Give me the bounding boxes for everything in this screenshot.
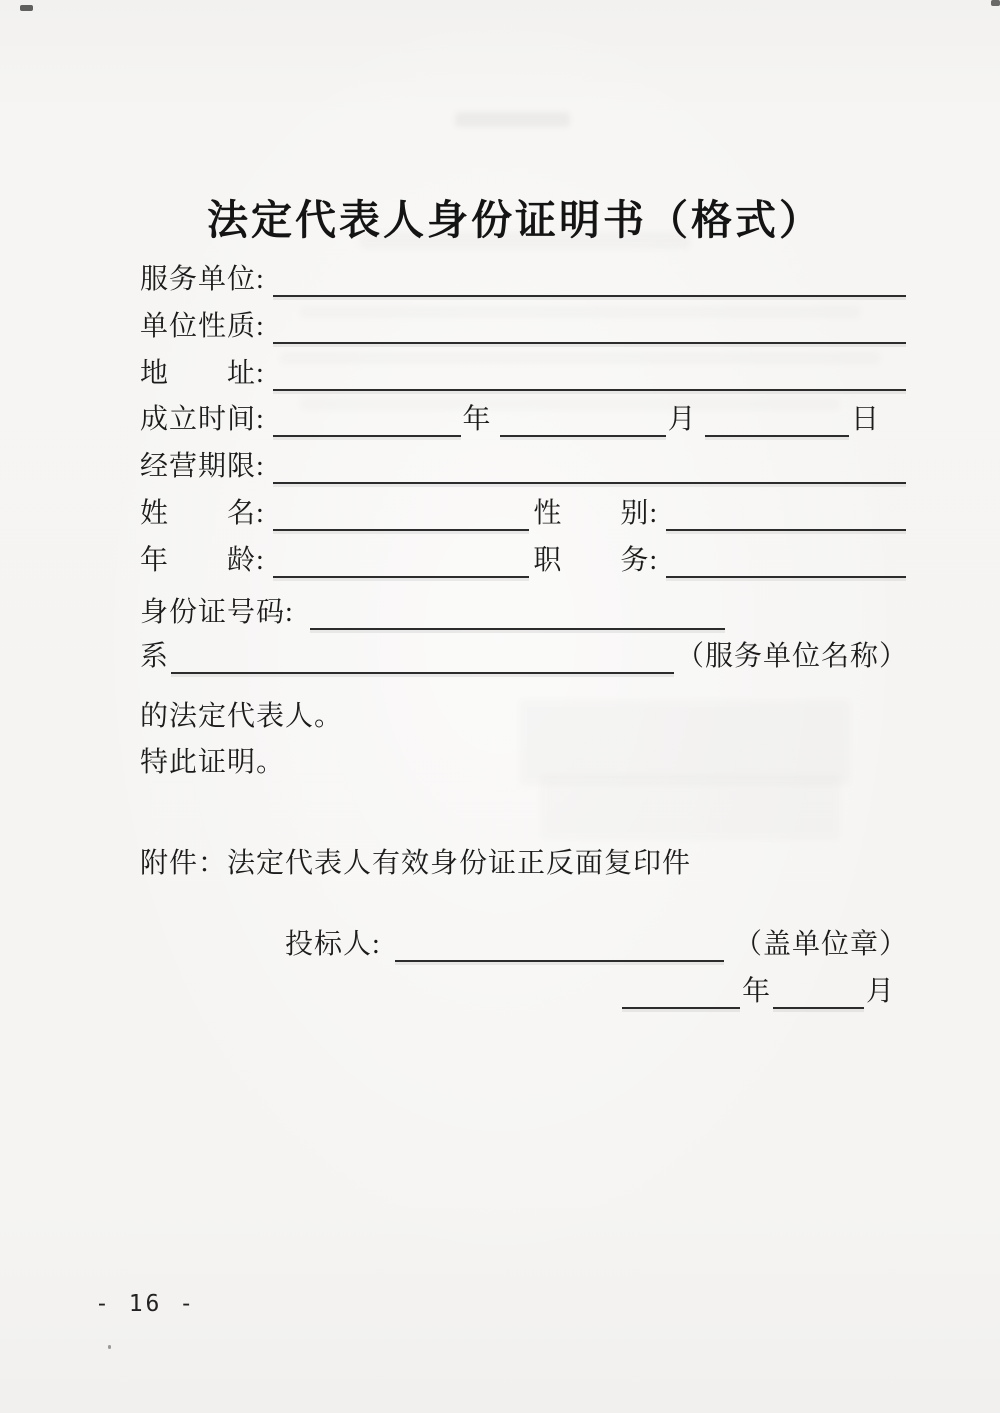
position-label: 职 务:: [533, 545, 659, 577]
sign-date-row: [620, 967, 895, 1009]
sign-year-blank-line: [622, 965, 740, 1009]
is-of-suffix: （服务单位名称）: [675, 641, 908, 673]
business-term-label: 经营期限:: [140, 451, 265, 483]
address-row: [140, 349, 908, 391]
scan-speck: [991, 0, 1000, 6]
established-label: 成立时间:: [140, 404, 265, 436]
service-unit-blank-line: [273, 253, 906, 297]
bidder-blank-line: [395, 918, 724, 962]
established-month-blank-line: [500, 393, 666, 437]
name-label: 姓 名:: [140, 498, 265, 530]
document-title: 法定代表人身份证明书（格式）: [207, 197, 823, 244]
established-row: [140, 395, 880, 437]
established-year-label: 年: [462, 404, 492, 436]
service-unit-row: [140, 255, 908, 297]
age-position-row: [140, 536, 908, 578]
name-blank-line: [273, 487, 530, 531]
sign-month-label: 月: [865, 976, 895, 1008]
address-blank-line: [273, 347, 906, 391]
is-of-prefix: 系: [140, 641, 170, 673]
established-month-label: 月: [667, 404, 697, 436]
id-number-label: 身份证号码:: [140, 597, 294, 629]
sign-month-blank-line: [773, 965, 864, 1009]
position-blank-line: [666, 534, 906, 578]
scan-speck: [108, 1345, 111, 1349]
bidder-label: 投标人:: [285, 929, 381, 961]
gender-blank-line: [666, 487, 906, 531]
sign-year-label: 年: [742, 976, 772, 1008]
bleed-through-ghost: [540, 775, 840, 840]
established-year-blank-line: [273, 393, 461, 437]
age-blank-line: [273, 534, 530, 578]
age-label: 年 龄:: [140, 545, 265, 577]
gender-label: 性 别:: [533, 498, 659, 530]
bleed-through-ghost: [455, 112, 570, 127]
business-term-row: [140, 442, 908, 484]
is-of-blank-line: [171, 630, 674, 674]
id-number-blank-line: [310, 586, 725, 630]
unit-nature-row: [140, 302, 908, 344]
bleed-through-ghost: [520, 700, 850, 785]
service-unit-label: 服务单位:: [140, 264, 265, 296]
scan-speck: [20, 5, 33, 11]
page-number: - 16 -: [95, 1291, 197, 1317]
certify-line: 特此证明。: [140, 747, 286, 778]
established-day-label: 日: [850, 404, 880, 436]
legal-rep-line: 的法定代表人。: [140, 701, 344, 732]
established-day-blank-line: [705, 393, 849, 437]
attachment-line: 附件：法定代表人有效身份证正反面复印件: [140, 848, 692, 879]
unit-nature-label: 单位性质:: [140, 311, 265, 343]
is-of-row: [140, 632, 908, 674]
unit-nature-blank-line: [273, 300, 906, 344]
seal-note: （盖单位章）: [733, 929, 908, 961]
id-number-row: [140, 588, 908, 630]
business-term-blank-line: [273, 440, 906, 484]
bidder-row: [285, 920, 908, 962]
name-gender-row: [140, 489, 908, 531]
address-label: 地 址:: [140, 358, 265, 390]
